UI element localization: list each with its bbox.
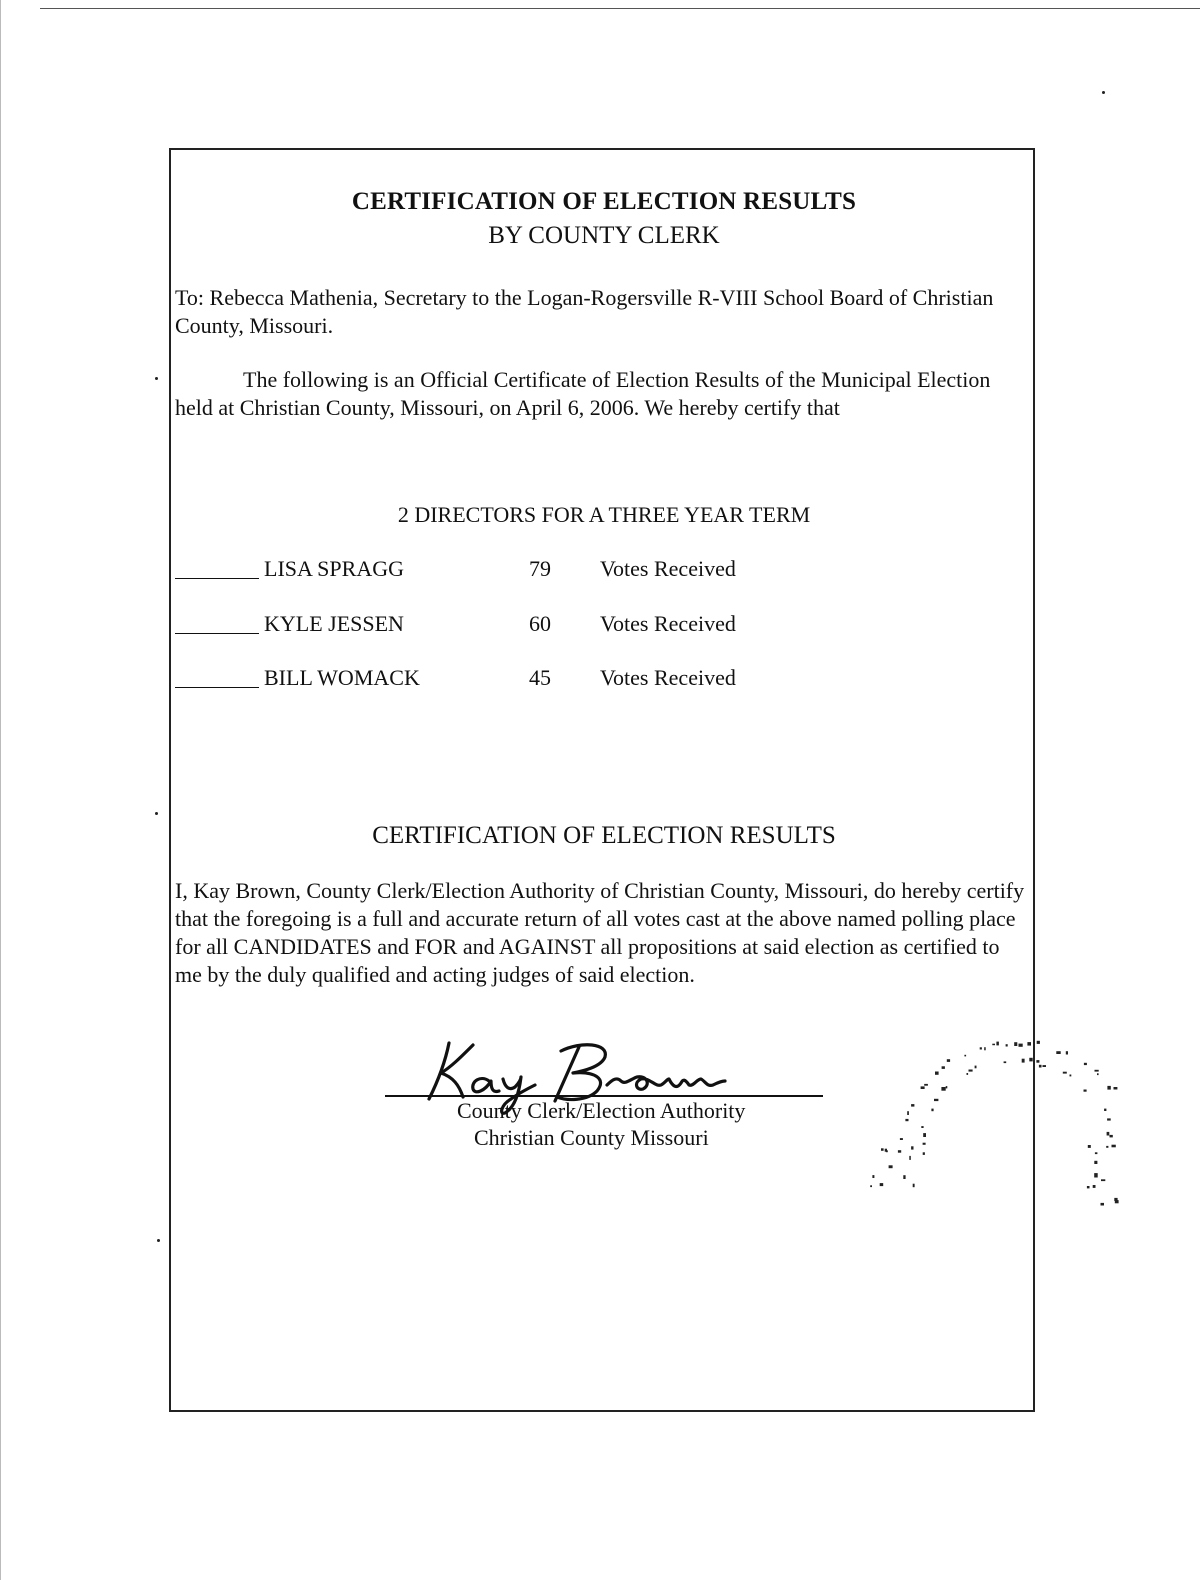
office-heading: 2 DIRECTORS FOR A THREE YEAR TERM: [397, 502, 811, 527]
candidate-name: BILL WOMACK: [264, 665, 420, 690]
candidate-name: KYLE JESSEN: [264, 611, 404, 636]
scan-speck: [1102, 91, 1105, 94]
scan-edge-left: [0, 0, 1, 1580]
certification-heading: CERTIFICATION OF ELECTION RESULTS: [372, 822, 836, 849]
intro-paragraph: The following is an Official Certificate of Election Results of the Municipal Election held at Christian County, Missouri, on April 6, 2006. We hereby certify that: [175, 367, 991, 420]
candidate-votes: 60: [529, 611, 551, 636]
certification-paragraph: I, Kay Brown, County Clerk/Election Authority of Christian County, Missouri, do hereby certify that the foregoing is a full and accurate return of all votes cast at the above named polling place for all CANDIDATES and FOR and AGAINST all propositions at said election as certified to me by the duly qualified and acting judges of said election.: [175, 878, 1025, 987]
candidate-name: LISA SPRAGG: [264, 556, 404, 581]
addressee-paragraph: To: Rebecca Mathenia, Secretary to the Logan-Rogersville R-VIII School Board of Christian County, Missouri.: [175, 285, 994, 338]
candidate-check-blank: [175, 687, 259, 688]
votes-received-label: Votes Received: [600, 611, 736, 636]
scan-edge-top: [40, 8, 1200, 9]
candidate-votes: 79: [529, 556, 551, 581]
candidate-check-blank: [175, 578, 259, 579]
signature-line: [385, 1095, 823, 1097]
embossed-seal-icon: [855, 1020, 1125, 1230]
signatory-place: Christian County Missouri: [474, 1125, 709, 1150]
document-title: CERTIFICATION OF ELECTION RESULTS: [351, 188, 857, 215]
scan-speck: [155, 377, 158, 380]
scan-speck: [157, 1239, 160, 1242]
votes-received-label: Votes Received: [600, 665, 736, 690]
candidate-votes: 45: [529, 665, 551, 690]
document-subtitle: BY COUNTY CLERK: [488, 222, 720, 249]
votes-received-label: Votes Received: [600, 556, 736, 581]
scan-speck: [155, 812, 158, 815]
candidate-check-blank: [175, 633, 259, 634]
signatory-title: County Clerk/Election Authority: [457, 1098, 746, 1123]
